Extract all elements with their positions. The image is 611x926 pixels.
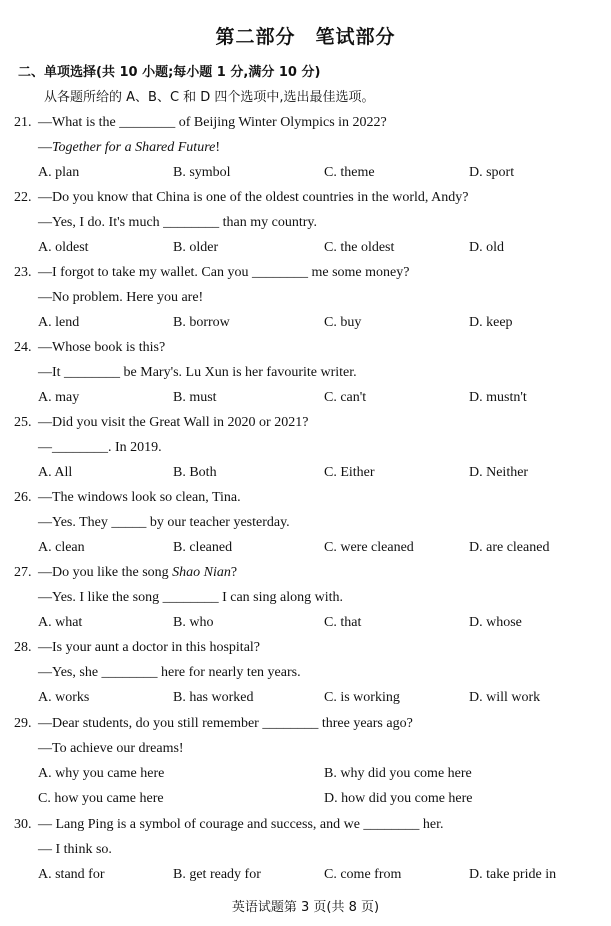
question-26-stem	[0, 488, 611, 508]
page-title: 第二部分 笔试部分	[215, 26, 396, 48]
response-text: —Yes, she ________ here for nearly ten years.	[38, 665, 301, 680]
instructions-text: 从各题所给的 A、B、C 和 D 四个选项中,选出最佳选项。	[44, 90, 375, 105]
question-30-response	[0, 840, 611, 860]
section-heading-text: 二、单项选择(共 10 小题;每小题 1 分,满分 10 分)	[18, 65, 321, 80]
question-text: —Dear students, do you still remember ________ three years ago?	[38, 716, 413, 731]
question-text: —Is your aunt a doctor in this hospital?	[38, 640, 261, 655]
question-29-options-cd	[0, 789, 611, 809]
response-text: —Yes, I do. It's much ________ than my country.	[38, 215, 318, 230]
question-number: 30.	[14, 817, 32, 832]
question-22-response	[0, 213, 611, 233]
option-b: B. cleaned	[173, 540, 233, 555]
response-text: —To achieve our dreams!	[38, 741, 184, 756]
option-d: D. are cleaned	[469, 540, 550, 555]
response-text: —________. In 2019.	[38, 440, 162, 455]
question-text: —I forgot to take my wallet. Can you ________ me some money?	[38, 265, 410, 280]
option-c: C. come from	[324, 867, 402, 882]
option-a: A. works	[38, 690, 90, 705]
option-d: D. whose	[469, 615, 522, 630]
option-d: D. old	[469, 240, 504, 255]
question-27-options	[0, 613, 611, 633]
option-b: B. Both	[173, 465, 217, 480]
option-d: D. sport	[469, 165, 515, 180]
option-b: B. has worked	[173, 690, 254, 705]
question-number: 28.	[14, 640, 32, 655]
response-text: —Yes. They _____ by our teacher yesterday.	[38, 515, 290, 530]
question-number: 24.	[14, 340, 32, 355]
option-a: A. why you came here	[38, 766, 165, 781]
question-21-options	[0, 163, 611, 183]
question-28-response	[0, 663, 611, 683]
question-23-stem	[0, 263, 611, 283]
question-text-pre: —Do you like the song	[38, 565, 173, 580]
question-21-response	[0, 138, 611, 158]
option-b: B. older	[173, 240, 219, 255]
response-text: — I think so.	[38, 842, 112, 857]
question-22-options	[0, 238, 611, 258]
slogan-text: Together for a Shared Future	[52, 140, 216, 155]
question-24-stem	[0, 338, 611, 358]
question-number: 27.	[14, 565, 32, 580]
question-25-options	[0, 463, 611, 483]
question-text: —Whose book is this?	[38, 340, 166, 355]
section-heading	[0, 63, 611, 83]
question-number: 25.	[14, 415, 32, 430]
response-text: —No problem. Here you are!	[38, 290, 204, 305]
question-24-response	[0, 363, 611, 383]
question-21-stem	[0, 113, 611, 133]
question-26-options	[0, 538, 611, 558]
response-text: —Together for a Shared Future!	[38, 140, 221, 155]
option-c: C. theme	[324, 165, 375, 180]
option-c: C. can't	[324, 390, 367, 405]
question-28-options	[0, 688, 611, 708]
option-a: A. plan	[38, 165, 80, 180]
option-d: D. will work	[469, 690, 541, 705]
question-text: —What is the ________ of Beijing Winter Olympics in 2022?	[38, 115, 387, 130]
option-c: C. that	[324, 615, 362, 630]
option-b: B. borrow	[173, 315, 230, 330]
option-a: A. All	[38, 465, 73, 480]
option-a: A. oldest	[38, 240, 89, 255]
question-text: —The windows look so clean, Tina.	[38, 490, 241, 505]
question-text: —Do you know that China is one of the oldest countries in the world, Andy?	[38, 190, 469, 205]
question-number: 29.	[14, 716, 32, 731]
response-text: —It ________ be Mary's. Lu Xun is her favourite writer.	[38, 365, 357, 380]
question-27-response	[0, 588, 611, 608]
option-b: B. must	[173, 390, 217, 405]
question-text-post: ?	[230, 565, 238, 580]
question-text	[38, 563, 237, 583]
question-number: 23.	[14, 265, 32, 280]
song-title: Shao Nian	[172, 565, 231, 580]
option-a: A. lend	[38, 315, 80, 330]
question-26-response	[0, 513, 611, 533]
question-number: 22.	[14, 190, 32, 205]
response-text: —Yes. I like the song ________ I can sing along with.	[38, 590, 343, 605]
option-d: D. take pride in	[469, 867, 557, 882]
option-a: A. what	[38, 615, 83, 630]
question-29-options-ab	[0, 764, 611, 784]
option-b: B. who	[173, 615, 214, 630]
option-b: B. symbol	[173, 165, 231, 180]
question-24-options	[0, 388, 611, 408]
question-23-response	[0, 288, 611, 308]
question-29-response	[0, 739, 611, 759]
question-29-stem	[0, 714, 611, 734]
option-b: B. get ready for	[173, 867, 261, 882]
option-a: A. clean	[38, 540, 85, 555]
option-c: C. Either	[324, 465, 375, 480]
option-d: D. mustn't	[469, 390, 527, 405]
question-28-stem	[0, 638, 611, 658]
option-d: D. how did you come here	[324, 791, 473, 806]
question-30-stem	[0, 815, 611, 835]
question-number: 21.	[14, 115, 32, 130]
option-a: A. stand for	[38, 867, 105, 882]
option-b: B. why did you come here	[324, 766, 472, 781]
question-27-stem	[0, 563, 611, 583]
question-23-options	[0, 313, 611, 333]
question-number: 26.	[14, 490, 32, 505]
question-22-stem	[0, 188, 611, 208]
question-text: — Lang Ping is a symbol of courage and success, and we ________ her.	[38, 817, 444, 832]
option-c: C. buy	[324, 315, 362, 330]
option-a: A. may	[38, 390, 80, 405]
question-25-response	[0, 438, 611, 458]
question-30-options	[0, 865, 611, 885]
option-c: C. is working	[324, 690, 400, 705]
option-c: C. the oldest	[324, 240, 395, 255]
option-c: C. were cleaned	[324, 540, 414, 555]
question-text: —Did you visit the Great Wall in 2020 or 2021?	[38, 415, 309, 430]
option-c: C. how you came here	[38, 791, 164, 806]
option-d: D. keep	[469, 315, 513, 330]
page-footer: 英语试题第 3 页(共 8 页)	[231, 900, 380, 915]
instructions	[0, 88, 611, 108]
question-25-stem	[0, 413, 611, 433]
option-d: D. Neither	[469, 465, 529, 480]
